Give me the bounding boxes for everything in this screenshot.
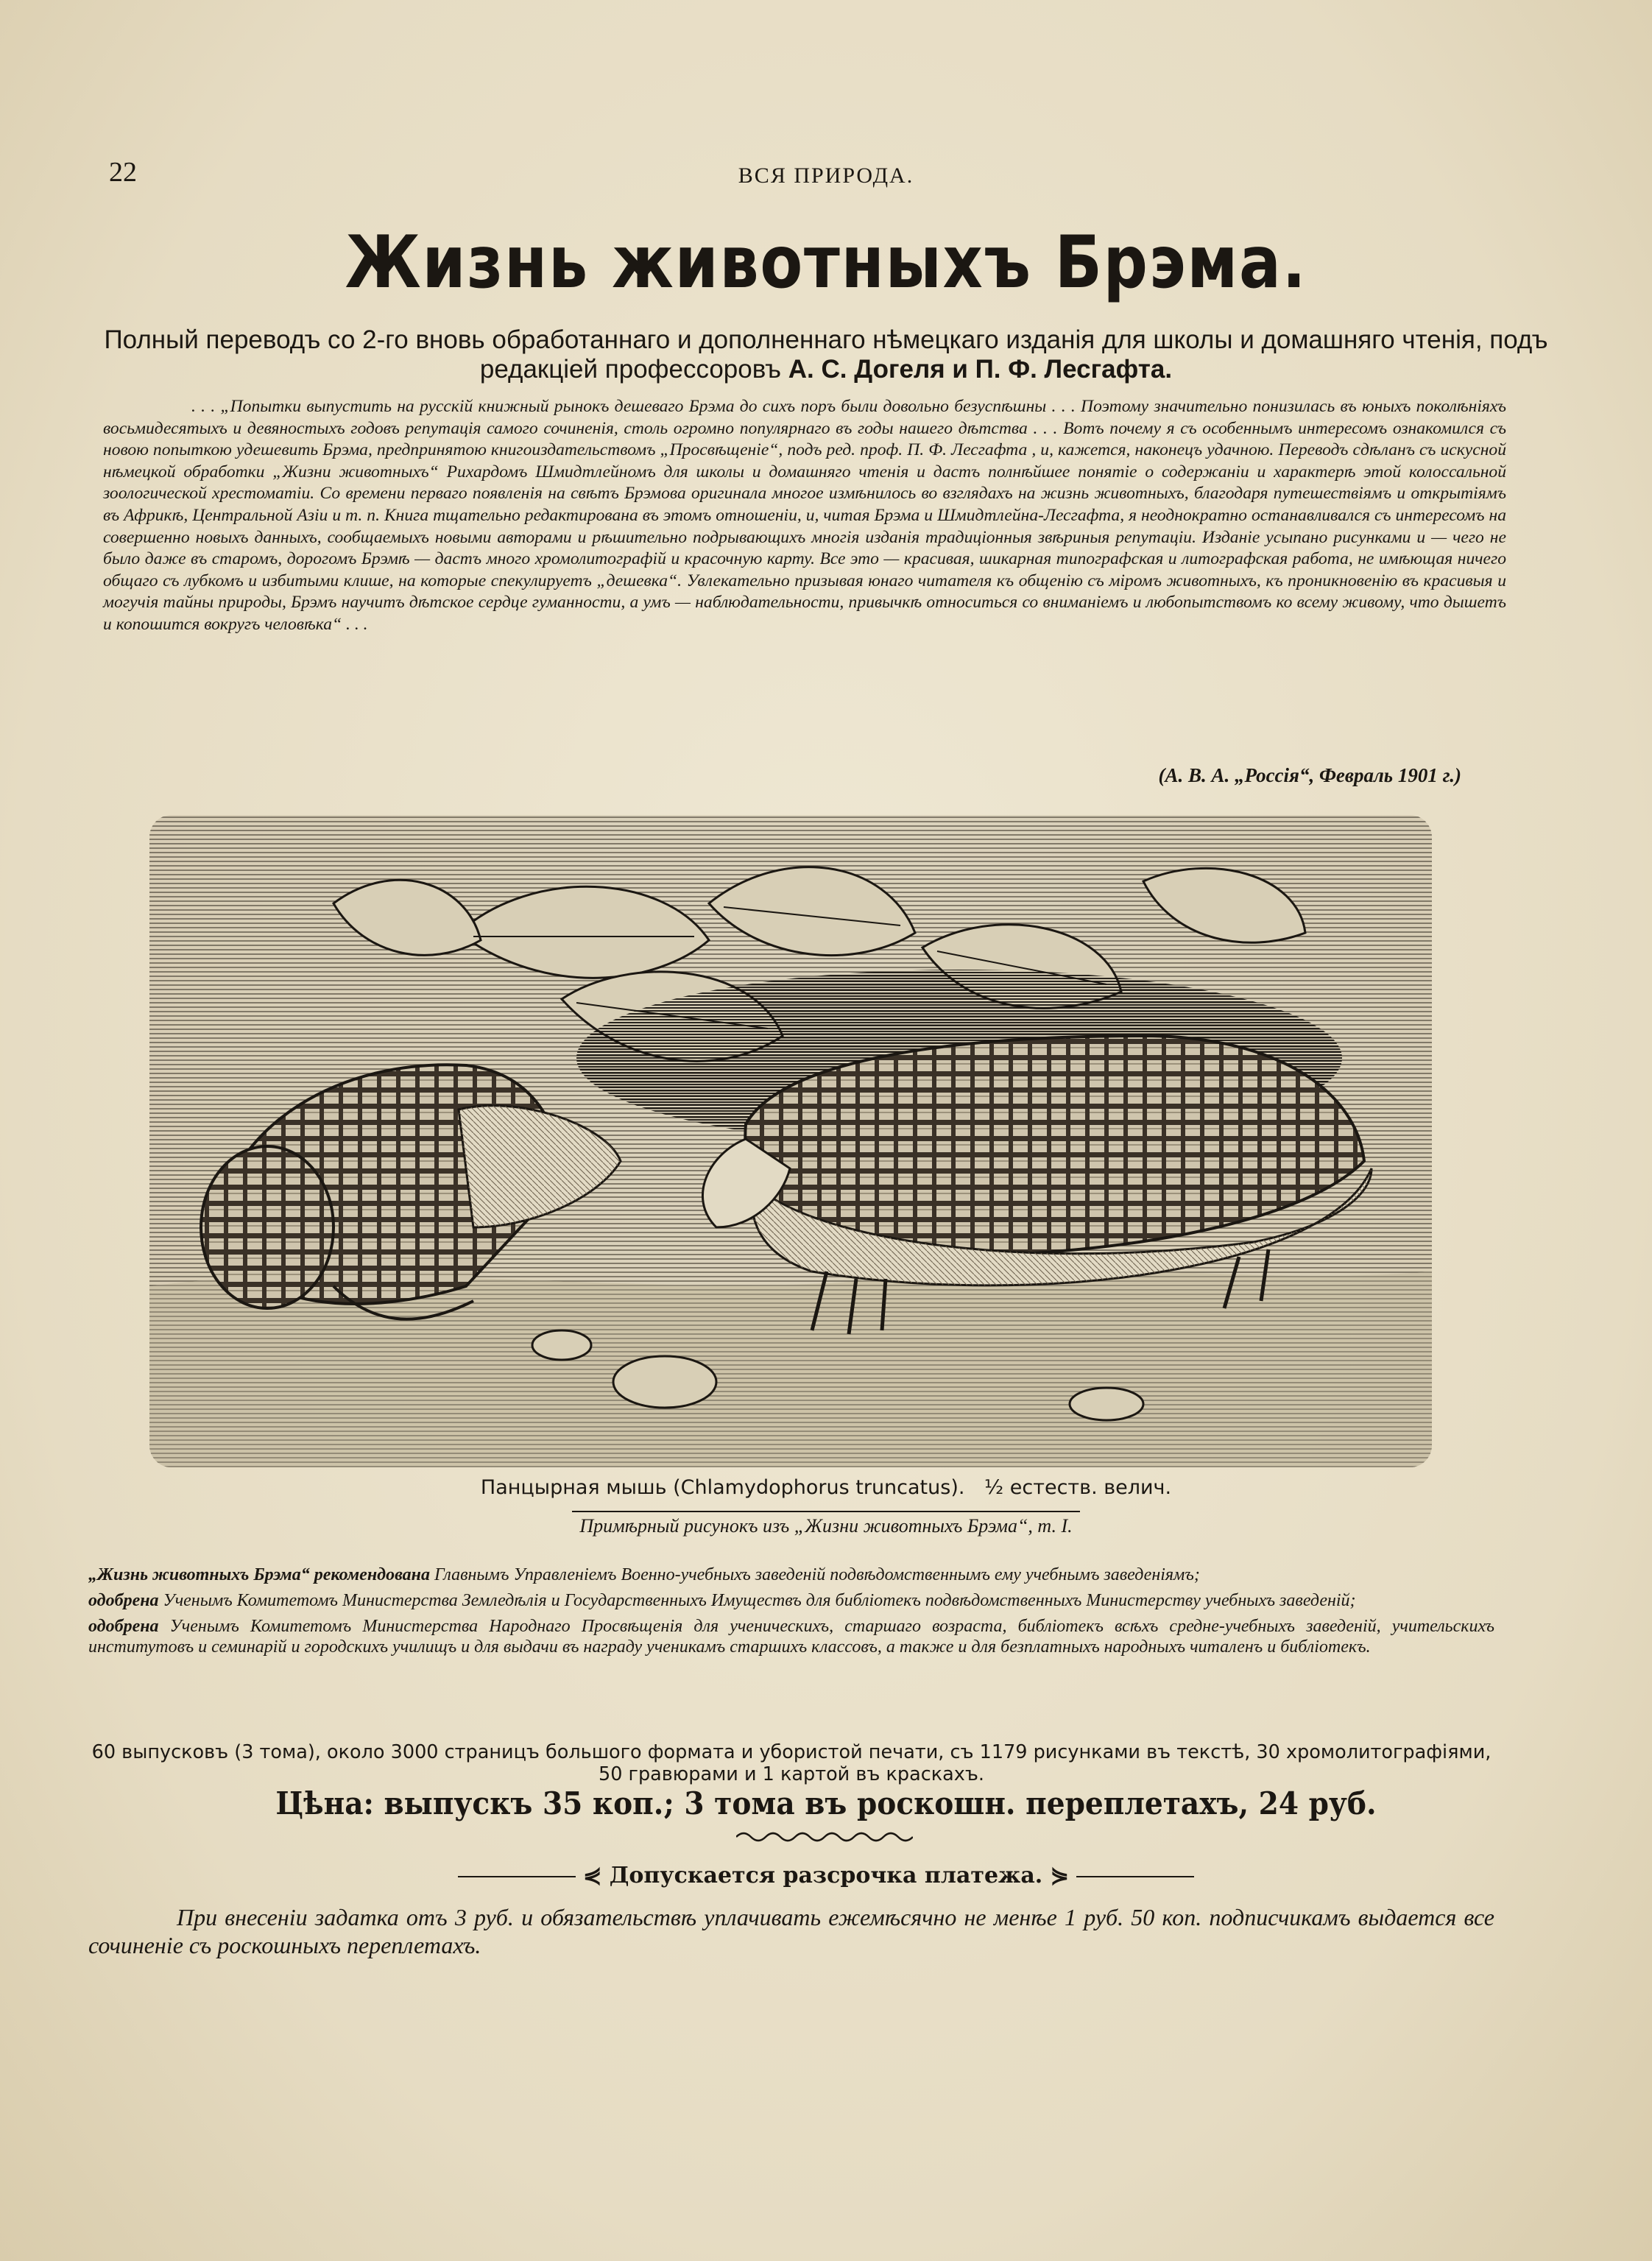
- approval-lead: одобрена: [88, 1617, 159, 1636]
- caption-sub-container: [0, 1511, 1652, 1537]
- payment-terms: При внесеніи задатка отъ 3 руб. и обязательствѣ уплачивать ежемѣсячно не менѣе 1 руб. 50 коп. подписчикамъ выдается все сочиненіе съ роскошныхъ переплетахъ.: [88, 1904, 1494, 1958]
- right-arrow-ornament-icon: ⋟: [1042, 1863, 1069, 1888]
- left-arrow-ornament-icon: ⋞: [583, 1863, 610, 1888]
- price-line: Цѣна: выпускъ 35 коп.; 3 тома въ роскошн. переплетахъ, 24 руб.: [275, 1785, 1377, 1821]
- left-rule: [458, 1876, 576, 1877]
- approval-text: Главнымъ Управленіемъ Военно-учебныхъ заведеній подвѣдомственнымъ ему учебнымъ заведеніямъ;: [429, 1565, 1200, 1584]
- advertisement-subtitle: [88, 325, 1564, 384]
- illustration-caption: [0, 1476, 1652, 1499]
- subtitle-editors: А. С. Догеля и П. Ф. Лесгафта.: [788, 355, 1173, 384]
- approval-lead: одобрена: [88, 1591, 159, 1610]
- installment-text: Допускается разсрочка платежа.: [609, 1863, 1043, 1888]
- press-review-source: (А. В. А. „Россія“, Февраль 1901 г.): [1158, 764, 1461, 786]
- approval-item: [88, 1590, 1494, 1611]
- running-head: ВСЯ ПРИРОДА.: [738, 163, 914, 188]
- page-number: 22: [109, 157, 137, 188]
- approval-item: [88, 1565, 1494, 1585]
- approval-lead: „Жизнь животныхъ Брэма“ рекомендована: [88, 1565, 430, 1584]
- installment-notice: [0, 1863, 1652, 1888]
- approval-text: Ученымъ Комитетомъ Министерства Народнаго Просвѣщенія для ученическихъ, старшаго возраста, библіотекъ всѣхъ средне-учебныхъ заведеній, учительскихъ институтовъ и семинарій и городскихъ училищъ и для выдачи въ награду ученикамъ старшихъ классовъ, а также и для безплатныхъ народныхъ читаленъ и библіотекъ.: [88, 1617, 1494, 1657]
- caption-sub: Примѣрный рисунокъ изъ „Жизни животныхъ Брэма“, т. I.: [572, 1511, 1079, 1537]
- caption-scale: ½ естеств. велич.: [984, 1476, 1172, 1499]
- advertisement-title: Жизнь животныхъ Брэма.: [345, 221, 1307, 305]
- approvals-list: [88, 1565, 1494, 1662]
- right-rule: [1076, 1876, 1194, 1877]
- edition-details: 60 выпусковъ (3 тома), около 3000 страницъ большого формата и убористой печати, съ 1179 рисунками въ текстѣ, 30 хромолитографіями, 50 гравюрами и 1 картой въ краскахъ.: [91, 1741, 1492, 1785]
- wavy-rule-ornament: [736, 1830, 913, 1844]
- press-review-quote: . . . „Попытки выпустить на русскій книжный рынокъ дешеваго Брэма до сихъ поръ были довольно безуспѣшны . . . Поэтому значительно понизилась въ юныхъ поколѣніяхъ восьмидесятыхъ и девяностыхъ годовъ репутація самого сочиненія, столь огромно популярнаго въ годы нашего дѣтства . . . Вотъ почему я съ особеннымъ интересомъ ознакомился съ новою попыткою удешевить Брэма, предпринятою книгоиздательствомъ „Просвѣщеніе“, подъ ред. проф. П. Ф. Лесгафта , и, кажется, наконецъ удачною. Переводъ сдѣланъ съ искусной нѣмецкой обработки „Жизни животныхъ“ Рихардомъ Шмидтлейномъ для школы и домашняго чтенія и дастъ полнѣйшее понятіе о содержаніи и характерѣ этой колоссальной зоологической хрестоматіи. Со времени перваго появленія на свѣтъ Брэмова оригинала многое измѣнилось во взглядахъ на жизнь животныхъ, благодаря путешествіямъ и открытіямъ въ Африкѣ, Центральной Азіи и т. п. Книга тщательно редактирована въ этомъ отношеніи, и, читая Брэма и Шмидтлейна-Лесгафта, я неоднократно останавливался съ интересомъ на совершенно новыхъ данныхъ, сообщаемыхъ новыми авторами и рѣшительно подрывающихъ многія изданія традиціонныя звѣриныя репутаціи. Изданіе усыпано рисунками и — чего не было даже въ старомъ, дорогомъ Брэмѣ — дастъ много хромолитографій и красочную карту. Все это — красивая, шикарная типографская и литографская работа, не имѣющая ничего общаго съ лубкомъ и избитыми клише, на которые спекулируетъ „дешевка“. Увлекательно призывая юнаго читателя къ общенію съ міромъ животныхъ, къ проникновенію въ красивыя и могучія тайны природы, Брэмъ научитъ дѣтское сердце гуманности, а умъ — наблюдательности, привычкѣ относиться со вниманіемъ и любопытствомъ ко всему живому, что дышетъ и копошится вокругъ человѣка“ . . .: [103, 397, 1506, 634]
- approval-item: [88, 1616, 1494, 1657]
- approval-text: Ученымъ Комитетомъ Министерства Земледѣлія и Государственныхъ Имуществъ для библіотекъ подвѣдомственныхъ Министерству учебныхъ заведеній;: [158, 1591, 1356, 1610]
- armadillo-engraving: [149, 815, 1432, 1467]
- subtitle-text: Полный переводъ со 2-го вновь обработаннаго и дополненнаго нѣмецкаго изданія для школы и домашняго чтенія, подъ редакціей профессоровъ: [104, 325, 1548, 384]
- caption-main: Панцырная мышь (Chlamydophorus truncatus).: [480, 1476, 965, 1499]
